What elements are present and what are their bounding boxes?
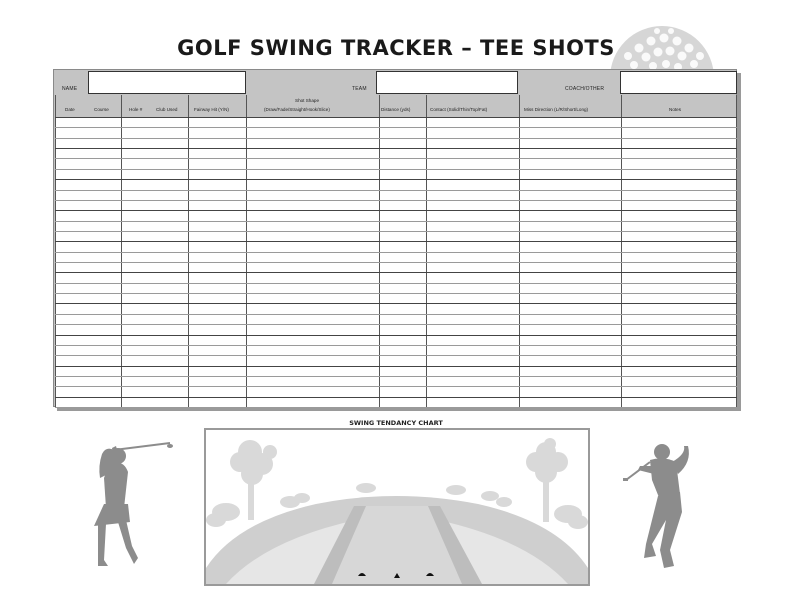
table-row-line xyxy=(55,386,737,387)
table-row-line xyxy=(55,397,737,398)
female-golfer-icon xyxy=(84,438,176,577)
male-golfer-icon xyxy=(620,440,700,579)
table-row-line xyxy=(55,272,737,273)
table-row-line xyxy=(55,241,737,242)
table-row-line xyxy=(55,407,737,408)
table-row-line xyxy=(55,293,737,294)
shot-log-table xyxy=(55,95,737,407)
table-row-line xyxy=(55,376,737,377)
chart-title: SWING TENDANCY CHART xyxy=(349,419,443,427)
coach-field[interactable] xyxy=(620,71,737,94)
col-course: Course xyxy=(94,107,109,112)
coach-label: COACH/OTHER xyxy=(565,86,605,92)
table-row-line xyxy=(55,252,737,253)
team-field[interactable] xyxy=(376,71,518,94)
page-title: GOLF SWING TRACKER – TEE SHOTS xyxy=(177,36,615,60)
col-date: Date xyxy=(65,107,75,112)
table-row-line xyxy=(55,127,737,128)
col-shape-title: Shot Shape xyxy=(295,98,320,103)
table-row-line xyxy=(55,210,737,211)
table-row-line xyxy=(55,355,737,356)
tracker-sheet xyxy=(53,69,737,407)
table-row-line xyxy=(55,324,737,325)
table-header xyxy=(55,95,737,117)
col-notes: Notes xyxy=(669,107,682,112)
table-row-line xyxy=(55,221,737,222)
table-row-line xyxy=(55,283,737,284)
tree-right-icon xyxy=(526,438,588,529)
table-row-line xyxy=(55,231,737,232)
col-fairway: Fairway Hit (Y/N) xyxy=(194,107,229,112)
table-row-line xyxy=(55,200,737,201)
table-row-line xyxy=(55,117,737,118)
table-row-line xyxy=(55,345,737,346)
table-row-line xyxy=(55,262,737,263)
table-row-line xyxy=(55,148,737,149)
table-row-line xyxy=(55,335,737,336)
table-row-line xyxy=(55,158,737,159)
tree-left-icon xyxy=(206,440,277,527)
team-label: TEAM xyxy=(352,86,367,92)
col-miss: Miss Direction (L/R/Short/Long) xyxy=(524,107,589,112)
name-field[interactable] xyxy=(88,71,246,94)
table-row-line xyxy=(55,314,737,315)
col-club: Club Used xyxy=(156,107,178,112)
table-row-line xyxy=(55,169,737,170)
table-row-line xyxy=(55,138,737,139)
table-row-line xyxy=(55,179,737,180)
col-shape: (Draw/Fade/Straight/Hook/Slice) xyxy=(264,107,330,112)
table-row-line xyxy=(55,190,737,191)
col-hole: Hole # xyxy=(129,107,143,112)
swing-tendancy-chart xyxy=(204,428,590,586)
table-row-line xyxy=(55,303,737,304)
col-distance: Distance (yds) xyxy=(381,107,411,112)
name-label: NAME xyxy=(62,86,78,92)
col-contact: Contact (Solid/Thin/Top/Fat) xyxy=(430,107,488,112)
table-row-line xyxy=(55,366,737,367)
